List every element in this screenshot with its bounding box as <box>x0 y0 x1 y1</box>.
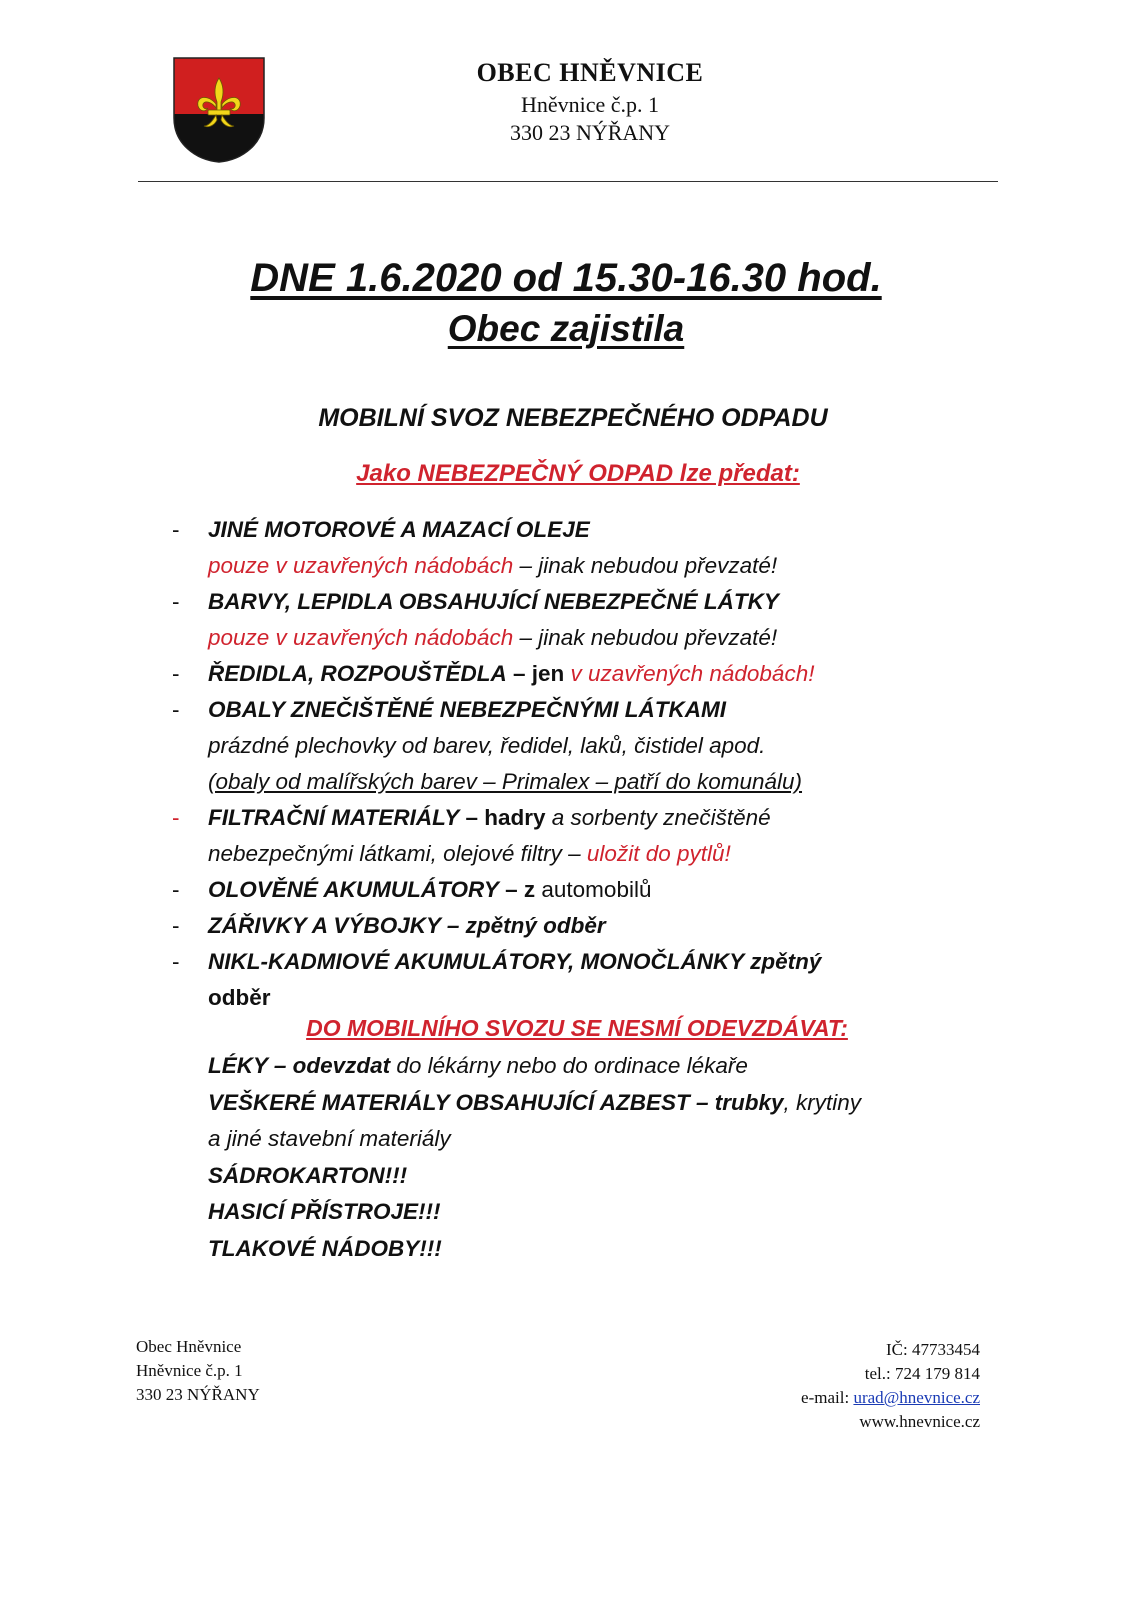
item-heading: FILTRAČNÍ MATERIÁLY <box>208 805 460 830</box>
list-item: - NIKL-KADMIOVÉ AKUMULÁTORY, MONOČLÁNKY zpětný odběr <box>172 949 822 1010</box>
footer-email-link[interactable]: urad@hnevnice.cz <box>853 1388 980 1407</box>
forbidden-item-note: , krytiny <box>783 1089 862 1115</box>
list-item: - JINÉ MOTOROVÉ A MAZACÍ OLEJE pouze v uzavřených nádobách – jinak nebudou převzaté! <box>172 517 778 578</box>
item-note: prázdné plechovky od barev, ředidel, laků, čistidel apod. <box>208 733 766 758</box>
item-heading: OLOVĚNÉ AKUMULÁTORY <box>208 877 499 902</box>
header-divider <box>138 181 998 182</box>
item-heading: BARVY, LEPIDLA OBSAHUJÍCÍ NEBEZPEČNÉ LÁTKY <box>208 589 779 614</box>
item-note-red: v uzavřených nádobách! <box>570 661 815 686</box>
forbidden-items-list <box>208 1048 1008 1267</box>
item-heading: ZÁŘIVKY A VÝBOJKY <box>208 913 441 938</box>
municipality-name: OBEC HNĚVNICE <box>476 58 704 87</box>
item-note-red: pouze v uzavřených nádobách <box>208 553 514 578</box>
address-line-2: 330 23 NÝŘANY <box>509 120 671 145</box>
item-note-bold: – z <box>498 877 536 902</box>
footer-name: Obec Hněvnice <box>136 1337 242 1356</box>
forbidden-item: SÁDROKARTON!!! <box>208 1162 408 1188</box>
address-line-1: Hněvnice č.p. 1 <box>520 92 660 117</box>
forbidden-item: HASICÍ PŘÍSTROJE!!! <box>208 1199 441 1224</box>
item-note-red: pouze v uzavřených nádobách <box>208 625 514 650</box>
footer-address <box>136 1335 260 1407</box>
item-heading-cont: odběr <box>208 985 271 1010</box>
item-heading: ŘEDIDLA, ROZPOUŠTĚDLA <box>208 661 507 686</box>
forbidden-item-cont: a jiné stavební materiály <box>208 1126 451 1151</box>
letterhead <box>0 58 1132 146</box>
list-item: - OLOVĚNÉ AKUMULÁTORY – z automobilů <box>172 877 652 902</box>
footer-email-label: e-mail: <box>801 1388 854 1407</box>
event-date-title: DNE 1.6.2020 od 15.30-16.30 hod. <box>250 256 882 300</box>
footer-phone: tel.: 724 179 814 <box>864 1364 980 1383</box>
footer-ic: IČ: 47733454 <box>886 1340 980 1359</box>
footer-street: Hněvnice č.p. 1 <box>136 1361 243 1380</box>
accepted-items-list <box>172 512 1032 1016</box>
item-heading: NIKL-KADMIOVÉ AKUMULÁTORY, MONOČLÁNKY zpětný <box>208 949 822 974</box>
forbidden-item <box>208 1048 1008 1085</box>
item-note: – jinak nebudou převzaté! <box>513 553 778 578</box>
item-note-bold: – zpětný odběr <box>440 913 606 938</box>
item-note: a sorbenty znečištěné <box>545 805 771 830</box>
list-item: - FILTRAČNÍ MATERIÁLY – hadry a sorbenty znečištěné nebezpečnými látkami, olejové filtry – uložit do pytlů! <box>172 805 771 866</box>
footer-city: 330 23 NÝŘANY <box>136 1385 260 1404</box>
list-item: - BARVY, LEPIDLA OBSAHUJÍCÍ NEBEZPEČNÉ LÁTKY pouze v uzavřených nádobách – jinak nebudou převzaté! <box>172 589 779 650</box>
forbidden-item <box>208 1085 1008 1122</box>
forbidden-items-title: DO MOBILNÍHO SVOZU SE NESMÍ ODEVZDÁVAT: <box>306 1015 848 1041</box>
item-heading: OBALY ZNEČIŠTĚNÉ NEBEZPEČNÝMI LÁTKAMI <box>208 697 726 722</box>
footer-website[interactable]: www.hnevnice.cz <box>859 1412 980 1431</box>
forbidden-item-bold: LÉKY – odevzdat <box>208 1053 391 1078</box>
forbidden-item-bold: VEŠKERÉ MATERIÁLY OBSAHUJÍCÍ AZBEST – trubky <box>208 1089 784 1115</box>
list-item: - ŘEDIDLA, ROZPOUŠTĚDLA – jen v uzavřených nádobách! <box>172 661 815 686</box>
forbidden-item-note: do lékárny nebo do ordinace lékaře <box>390 1053 748 1078</box>
item-note-red: uložit do pytlů! <box>586 841 731 866</box>
item-note-bold: – hadry <box>459 805 546 830</box>
footer-email-row <box>801 1386 980 1410</box>
collection-subtitle: MOBILNÍ SVOZ NEBEZPEČNÉHO ODPADU <box>318 404 828 432</box>
list-item: - ZÁŘIVKY A VÝBOJKY – zpětný odběr <box>172 913 606 938</box>
item-note: – jinak nebudou převzaté! <box>513 625 778 650</box>
accepted-waste-lead: Jako NEBEZPEČNÝ ODPAD lze předat: <box>356 460 800 487</box>
event-organizer-title: Obec zajistila <box>447 308 685 349</box>
item-note: automobilů <box>535 877 652 902</box>
item-heading: JINÉ MOTOROVÉ A MAZACÍ OLEJE <box>208 517 590 542</box>
forbidden-item: TLAKOVÉ NÁDOBY!!! <box>208 1235 442 1261</box>
item-note: – jen <box>506 661 571 686</box>
item-note: nebezpečnými látkami, olejové filtry – <box>208 841 587 866</box>
footer-contacts <box>801 1338 980 1434</box>
item-note-underlined: (obaly od malířských barev – Primalex – patří do komunálu) <box>208 769 803 794</box>
list-item: - OBALY ZNEČIŠTĚNÉ NEBEZPEČNÝMI LÁTKAMI prázdné plechovky od barev, ředidel, laků, čistidel apod. (obaly od malířských barev – Primalex – patří do komunálu) <box>172 697 803 794</box>
